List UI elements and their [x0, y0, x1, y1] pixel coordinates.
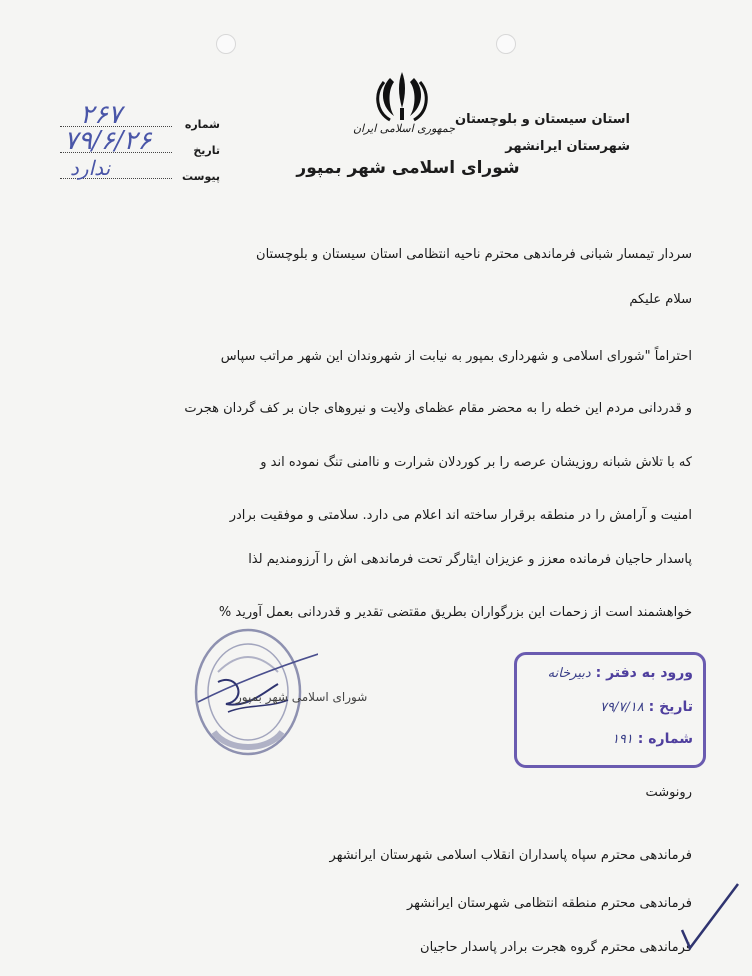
- attachment-value: ندارد: [70, 156, 111, 180]
- punch-hole: [496, 34, 516, 54]
- cc-line: فرماندهی محترم منطقه انتظامی شهرستان ایرانشهر: [406, 896, 692, 911]
- stamp-date-row: [600, 699, 693, 715]
- punch-hole: [216, 34, 236, 54]
- body-line: امنیت و آرامش را در منطقه برقرار ساخته اند اعلام می دارد. سلامتی و موفقیت برادر: [229, 508, 692, 523]
- greeting: سلام علیکم: [629, 292, 692, 307]
- stamp-date-label: تاریخ :: [648, 699, 693, 715]
- stamp-number-label: شماره :: [637, 731, 693, 747]
- stamp-date-value: ۷۹/۷/۱۸: [600, 700, 644, 715]
- stamp-number-row: [612, 731, 693, 747]
- body-line: و قدردانی مردم این خطه را به محضر مقام عظمای ولایت و نیروهای جان بر کف گردان هجرت: [184, 401, 692, 416]
- date-value: ۷۹/۶/۲۶: [64, 126, 152, 156]
- cc-line: فرماندهی محترم گروه هجرت برادر پاسدار حاجیان: [420, 940, 692, 955]
- stamp-number-value: ۱۹۱: [611, 732, 633, 747]
- attachment-label: پیوست: [182, 170, 220, 183]
- body-line: احتراماً "شورای اسلامی و شهرداری بمپور به نیابت از شهروندان این شهر مراتب سپاس: [220, 349, 692, 364]
- republic-caption: جمهوری اسلامی ایران: [352, 122, 456, 135]
- stamp-title-row: [548, 665, 693, 681]
- attachment-row: [40, 156, 220, 190]
- cc-line: فرماندهی محترم سپاه پاسداران انقلاب اسلامی شهرستان ایرانشهر: [329, 848, 692, 863]
- body-line: پاسدار حاجیان فرمانده معزز و عزیزان ایثارگر تحت فرماندهی اش را آرزومندیم لذا: [248, 552, 692, 567]
- council-title: شورای اسلامی شهر بمپور: [296, 158, 520, 178]
- receipt-stamp: [514, 652, 706, 768]
- addressee: سردار تیمسار شبانی فرماندهی محترم ناحیه انتظامی استان سیستان و بلوچستان: [256, 247, 692, 262]
- province-name: استان سیستان و بلوچستان: [454, 112, 630, 127]
- checkmark-icon: [680, 882, 740, 952]
- number-label: شماره: [184, 118, 220, 131]
- stamp-title-value: دبیرخانه: [547, 666, 591, 681]
- cc-title: رونوشت: [645, 785, 692, 800]
- date-row: [40, 126, 220, 164]
- date-label: تاریخ: [193, 144, 220, 157]
- number-value: ۲۶۷: [80, 100, 122, 130]
- letter-meta: [40, 100, 220, 190]
- signoff-council: شورای اسلامی شهر بمپور: [236, 690, 368, 704]
- stamp-title: ورود به دفتر :: [595, 665, 693, 681]
- body-line: خواهشمند است از زحمات این بزرگواران بطریق مقتضی تقدیر و قدردانی بعمل آورید %: [218, 605, 692, 620]
- county-name: شهرستان ایرانشهر: [505, 139, 630, 154]
- iran-emblem-icon: [372, 68, 432, 126]
- body-line: که با تلاش شبانه روزیشان عرصه را بر کوردلان شرارت و ناامنی تنگ نموده اند و: [260, 455, 692, 470]
